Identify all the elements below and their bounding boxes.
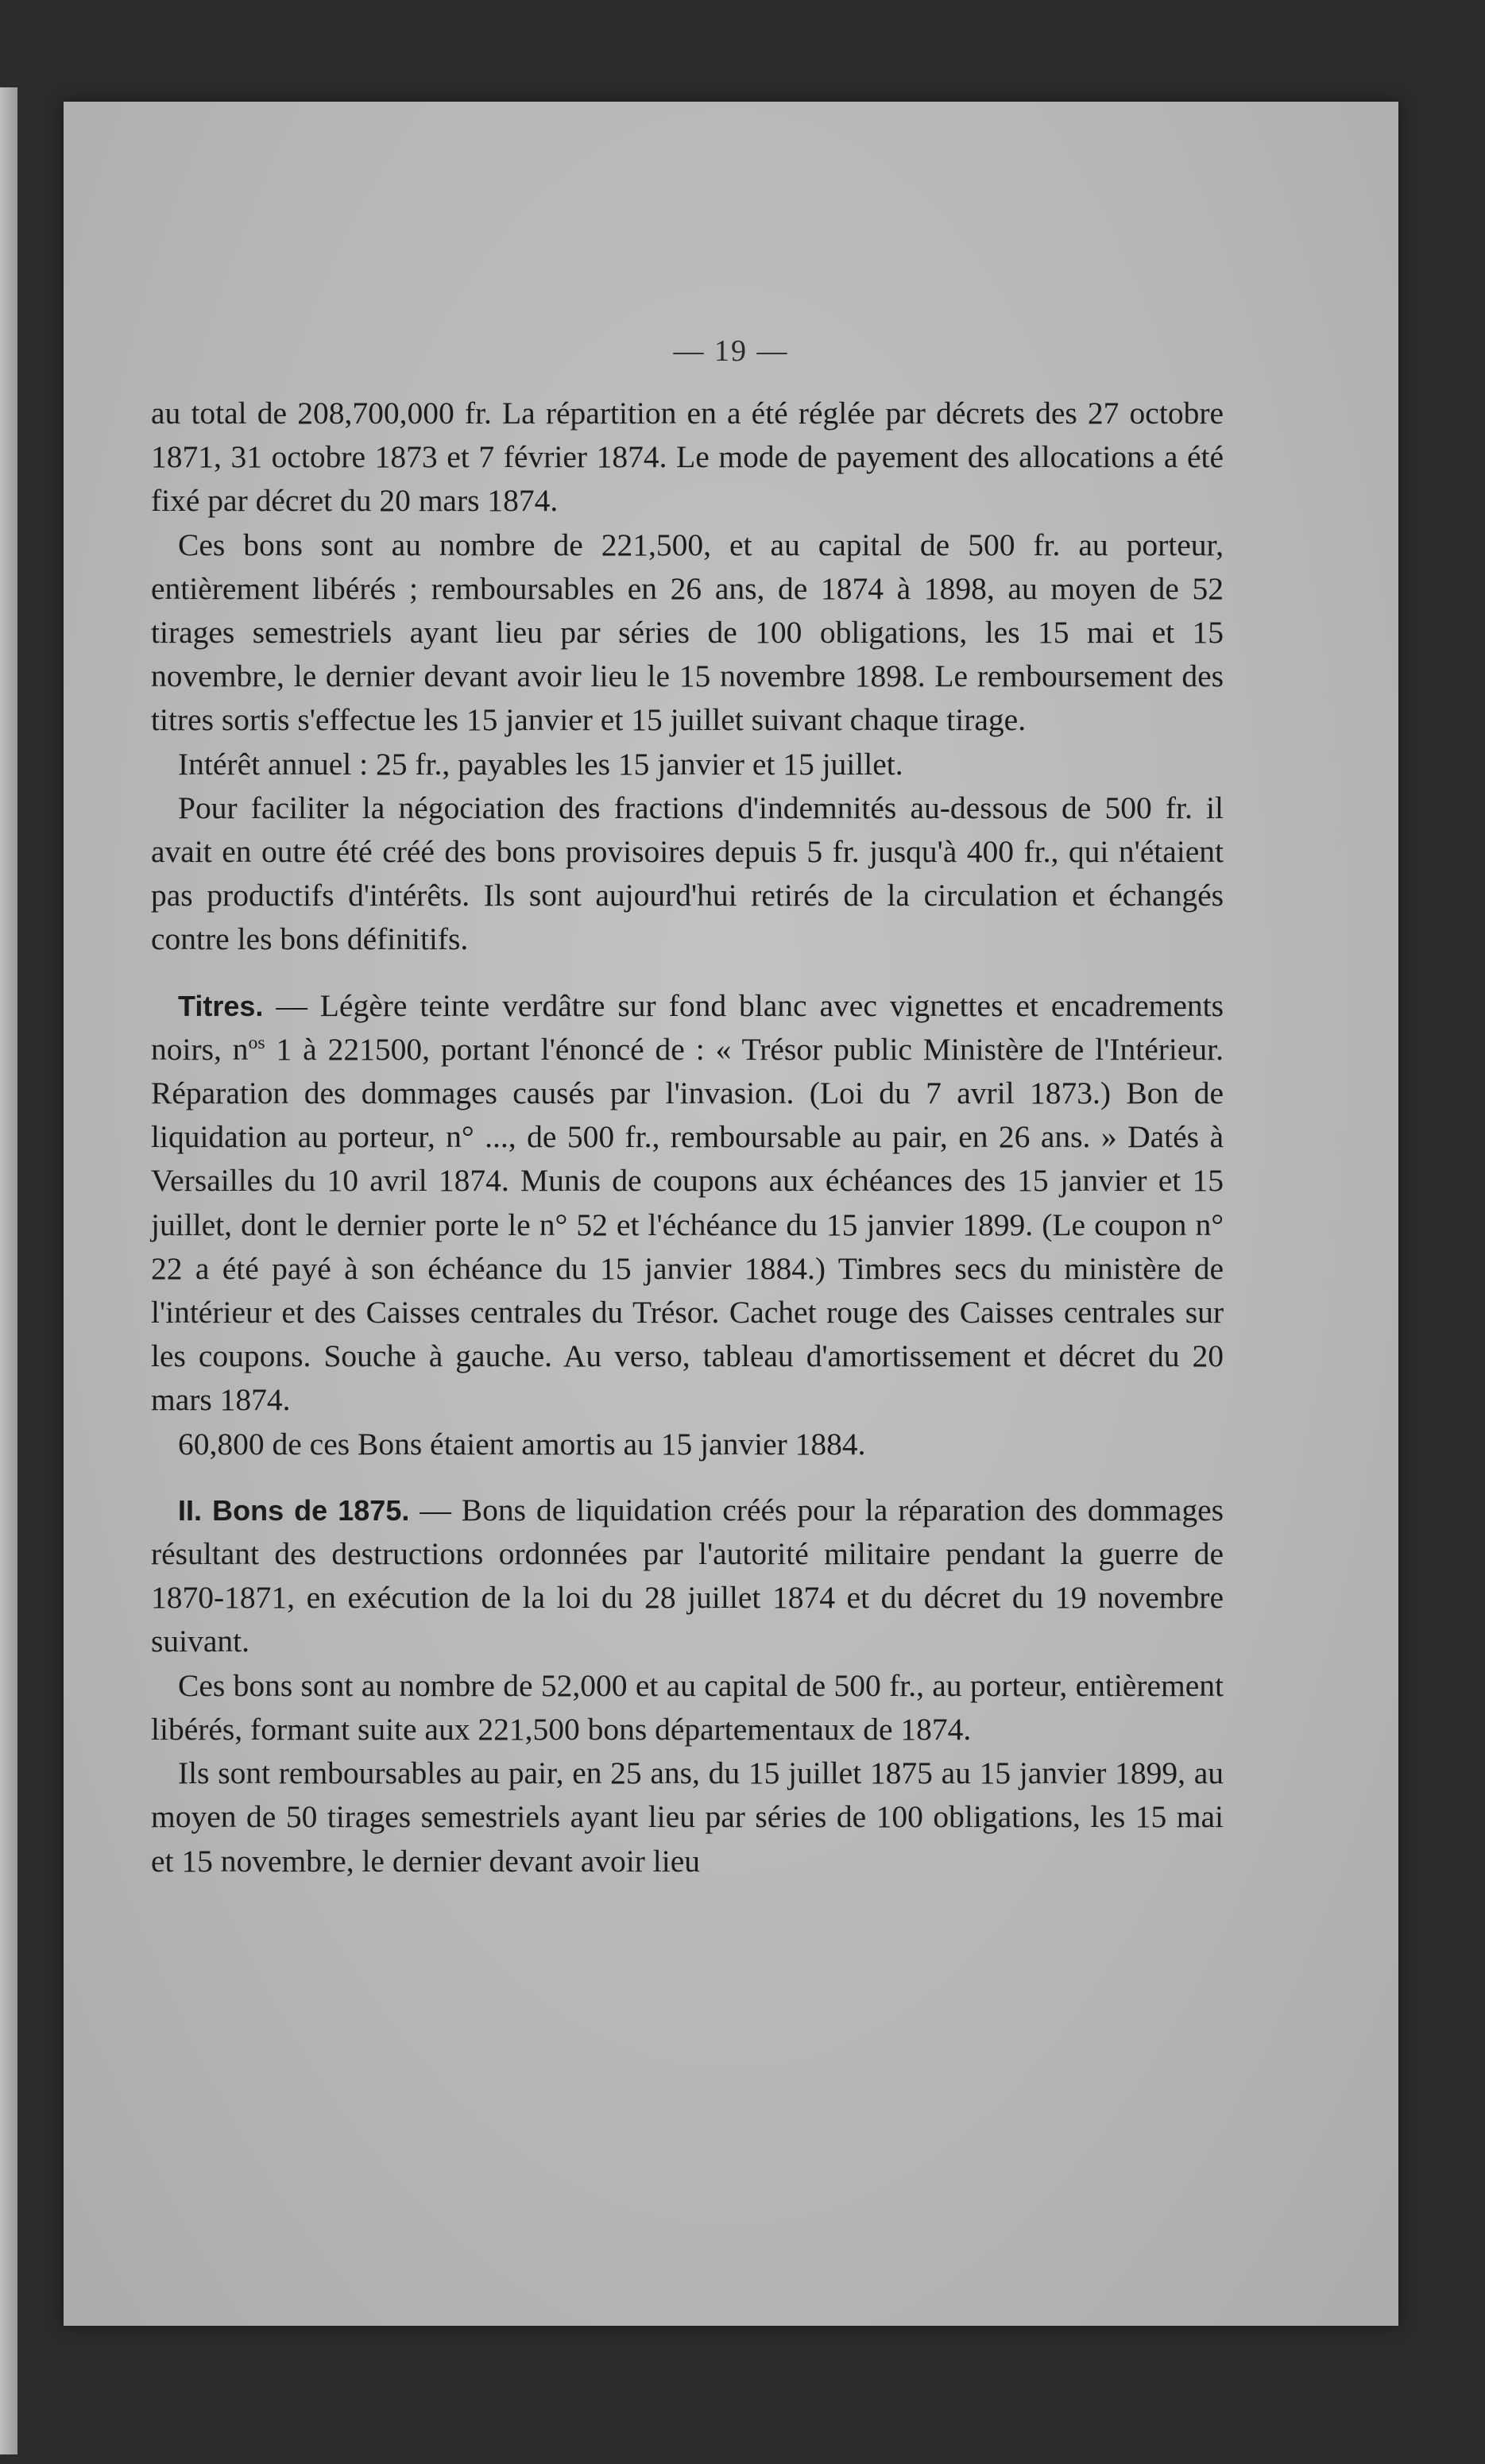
bons-1875-heading: II. Bons de 1875. bbox=[178, 1493, 410, 1527]
paragraph-bons-nombre: Ces bons sont au nombre de 52,000 et au capital de 500 fr., au porteur, entièrement libérés, formant suite aux 221,500 bons départementaux de 1874. bbox=[151, 1667, 1224, 1747]
paragraph-bons-1875 bbox=[151, 1489, 1224, 1664]
book-page bbox=[64, 102, 1398, 2326]
titres-text-b: 1 à 221500, portant l'énoncé de : « Trésor public Ministère de l'Intérieur. Réparation des dommages causés par l'invasion. (Loi du 7 avril 1873.) Bon de liquidation au porteur, n° ..., de 500 fr., remboursable au pair, en 26 ans. » Datés à Versailles du 10 avril 1874. Munis de coupons aux échéances des 15 janvier et 15 juillet, dont le dernier porte le n° 52 et l'échéance du 15 janvier 1899. (Le coupon n° 22 a été payé à son échéance du 15 janvier 1884.) Timbres secs du ministère de l'intérieur et des Caisses centrales du Trésor. Cachet rouge des Caisses centrales sur les coupons. Souche à gauche. Au verso, tableau d'amortissement et décret du 20 mars 1874. bbox=[151, 1031, 1224, 1418]
bons-1875-text: — Bons de liquidation créés pour la réparation des dommages résultant des destructions ordonnées par l'autorité militaire pendant la guerre de 1870-1871, en exécution de la loi du 28 juillet 1874 et du décret du 19 novembre suivant. bbox=[151, 1492, 1224, 1659]
paragraph-titres bbox=[151, 984, 1224, 1423]
paragraph-remboursables: Ils sont remboursables au pair, en 25 ans, du 15 juillet 1875 au 15 janvier 1899, au moyen de 50 tirages semestriels ayant lieu par séries de 100 obligations, les 15 mai et 15 novembre, le dernier devant avoir lieu bbox=[151, 1755, 1224, 1879]
paragraph-bons-provisoires: Pour faciliter la négociation des fractions d'indemnités au-dessous de 500 fr. il avait en outre été créé des bons provisoires depuis 5 fr. jusqu'à 400 fr., qui n'étaient pas productifs d'intérêts. Ils sont aujourd'hui retirés de la circulation et échangés contre les bons définitifs. bbox=[151, 790, 1224, 957]
paragraph-interet: Intérêt annuel : 25 fr., payables les 15 janvier et 15 juillet. bbox=[178, 746, 903, 782]
page-text bbox=[151, 392, 1224, 1883]
adjacent-page-edge bbox=[0, 87, 17, 2454]
paragraph-bons-description: Ces bons sont au nombre de 221,500, et au capital de 500 fr. au porteur, entièrement libérés ; remboursables en 26 ans, de 1874 à 1898, au moyen de 52 tirages semestriels ayant lieu par séries de 100 obligations, les 15 mai et 15 novembre, le dernier devant avoir lieu le 15 novembre 1898. Le remboursement des titres sortis s'effectue les 15 janvier et 15 juillet suivant chaque tirage. bbox=[151, 527, 1224, 738]
paragraph-amortis: 60,800 de ces Bons étaient amortis au 15 janvier 1884. bbox=[178, 1426, 866, 1462]
titres-superscript: os bbox=[248, 1032, 265, 1053]
paragraph-continuation: au total de 208,700,000 fr. La répartition en a été réglée par décrets des 27 octobre 1871, 31 octobre 1873 et 7 février 1874. Le mode de payement des allocations a été fixé par décret du 20 mars 1874. bbox=[151, 396, 1224, 519]
page-number: — 19 — bbox=[673, 334, 789, 368]
titres-heading: Titres. bbox=[178, 989, 264, 1022]
titres-text-a: — Légère teinte verdâtre sur fond blanc avec vignettes et encadrements noirs, n bbox=[151, 987, 1224, 1067]
